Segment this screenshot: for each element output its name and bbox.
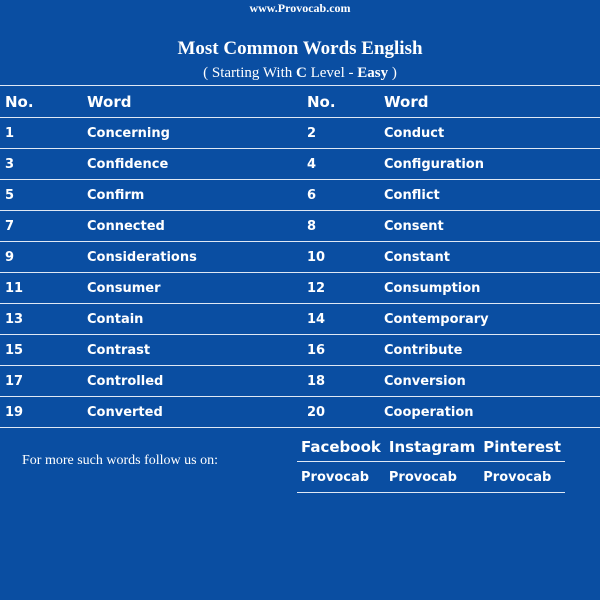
word-text: Contribute bbox=[384, 335, 600, 366]
table-header-row bbox=[0, 86, 600, 118]
word-number: 13 bbox=[0, 304, 87, 335]
subtitle-level: Easy bbox=[357, 65, 389, 81]
social-platform-instagram[interactable]: Instagram bbox=[385, 432, 479, 462]
word-number: 8 bbox=[307, 211, 384, 242]
table-row bbox=[0, 211, 600, 242]
subtitle-suffix: ) bbox=[388, 65, 397, 81]
word-number: 16 bbox=[307, 335, 384, 366]
social-platform-row bbox=[297, 432, 565, 462]
word-number: 4 bbox=[307, 149, 384, 180]
table-row bbox=[0, 304, 600, 335]
social-platform-pinterest[interactable]: Pinterest bbox=[479, 432, 565, 462]
word-text: Consumption bbox=[384, 273, 600, 304]
table-row bbox=[0, 335, 600, 366]
subtitle-prefix: ( Starting With bbox=[203, 65, 297, 81]
social-handle-facebook[interactable]: Provocab bbox=[297, 462, 385, 493]
word-text: Conflict bbox=[384, 180, 600, 211]
word-number: 1 bbox=[0, 118, 87, 149]
page-subtitle bbox=[0, 65, 600, 82]
word-number: 12 bbox=[307, 273, 384, 304]
word-text: Confidence bbox=[87, 149, 307, 180]
word-text: Connected bbox=[87, 211, 307, 242]
social-platform-facebook[interactable]: Facebook bbox=[297, 432, 385, 462]
header-word-1: Word bbox=[87, 86, 307, 118]
header-number-1: No. bbox=[0, 86, 87, 118]
word-number: 9 bbox=[0, 242, 87, 273]
word-number: 3 bbox=[0, 149, 87, 180]
table-row bbox=[0, 180, 600, 211]
word-number: 6 bbox=[307, 180, 384, 211]
table-row bbox=[0, 273, 600, 304]
table-row bbox=[0, 366, 600, 397]
word-text: Contain bbox=[87, 304, 307, 335]
word-text: Conduct bbox=[384, 118, 600, 149]
word-text: Considerations bbox=[87, 242, 307, 273]
table-row bbox=[0, 242, 600, 273]
word-number: 15 bbox=[0, 335, 87, 366]
word-text: Contemporary bbox=[384, 304, 600, 335]
follow-text: For more such words follow us on: bbox=[22, 453, 218, 468]
social-table bbox=[297, 432, 565, 493]
social-handle-row bbox=[297, 462, 565, 493]
page-title: Most Common Words English bbox=[177, 38, 423, 59]
word-number: 19 bbox=[0, 397, 87, 428]
word-number: 10 bbox=[307, 242, 384, 273]
word-text: Conversion bbox=[384, 366, 600, 397]
social-handle-pinterest[interactable]: Provocab bbox=[479, 462, 565, 493]
social-handle-instagram[interactable]: Provocab bbox=[385, 462, 479, 493]
table-row bbox=[0, 118, 600, 149]
subtitle-mid: Level - bbox=[306, 65, 358, 81]
word-text: Consumer bbox=[87, 273, 307, 304]
table-row bbox=[0, 149, 600, 180]
table-row bbox=[0, 397, 600, 428]
subtitle-letter: C bbox=[296, 65, 307, 81]
word-number: 17 bbox=[0, 366, 87, 397]
word-text: Consent bbox=[384, 211, 600, 242]
header-word-2: Word bbox=[384, 86, 600, 118]
word-text: Converted bbox=[87, 397, 307, 428]
word-number: 5 bbox=[0, 180, 87, 211]
word-text: Contrast bbox=[87, 335, 307, 366]
word-number: 20 bbox=[307, 397, 384, 428]
word-number: 14 bbox=[307, 304, 384, 335]
word-number: 18 bbox=[307, 366, 384, 397]
word-number: 2 bbox=[307, 118, 384, 149]
word-text: Concerning bbox=[87, 118, 307, 149]
site-url: www.Provocab.com bbox=[249, 1, 351, 15]
word-text: Cooperation bbox=[384, 397, 600, 428]
header-number-2: No. bbox=[307, 86, 384, 118]
word-text: Controlled bbox=[87, 366, 307, 397]
word-text: Constant bbox=[384, 242, 600, 273]
word-number: 11 bbox=[0, 273, 87, 304]
word-text: Confirm bbox=[87, 180, 307, 211]
word-text: Configuration bbox=[384, 149, 600, 180]
words-table bbox=[0, 85, 600, 428]
word-number: 7 bbox=[0, 211, 87, 242]
